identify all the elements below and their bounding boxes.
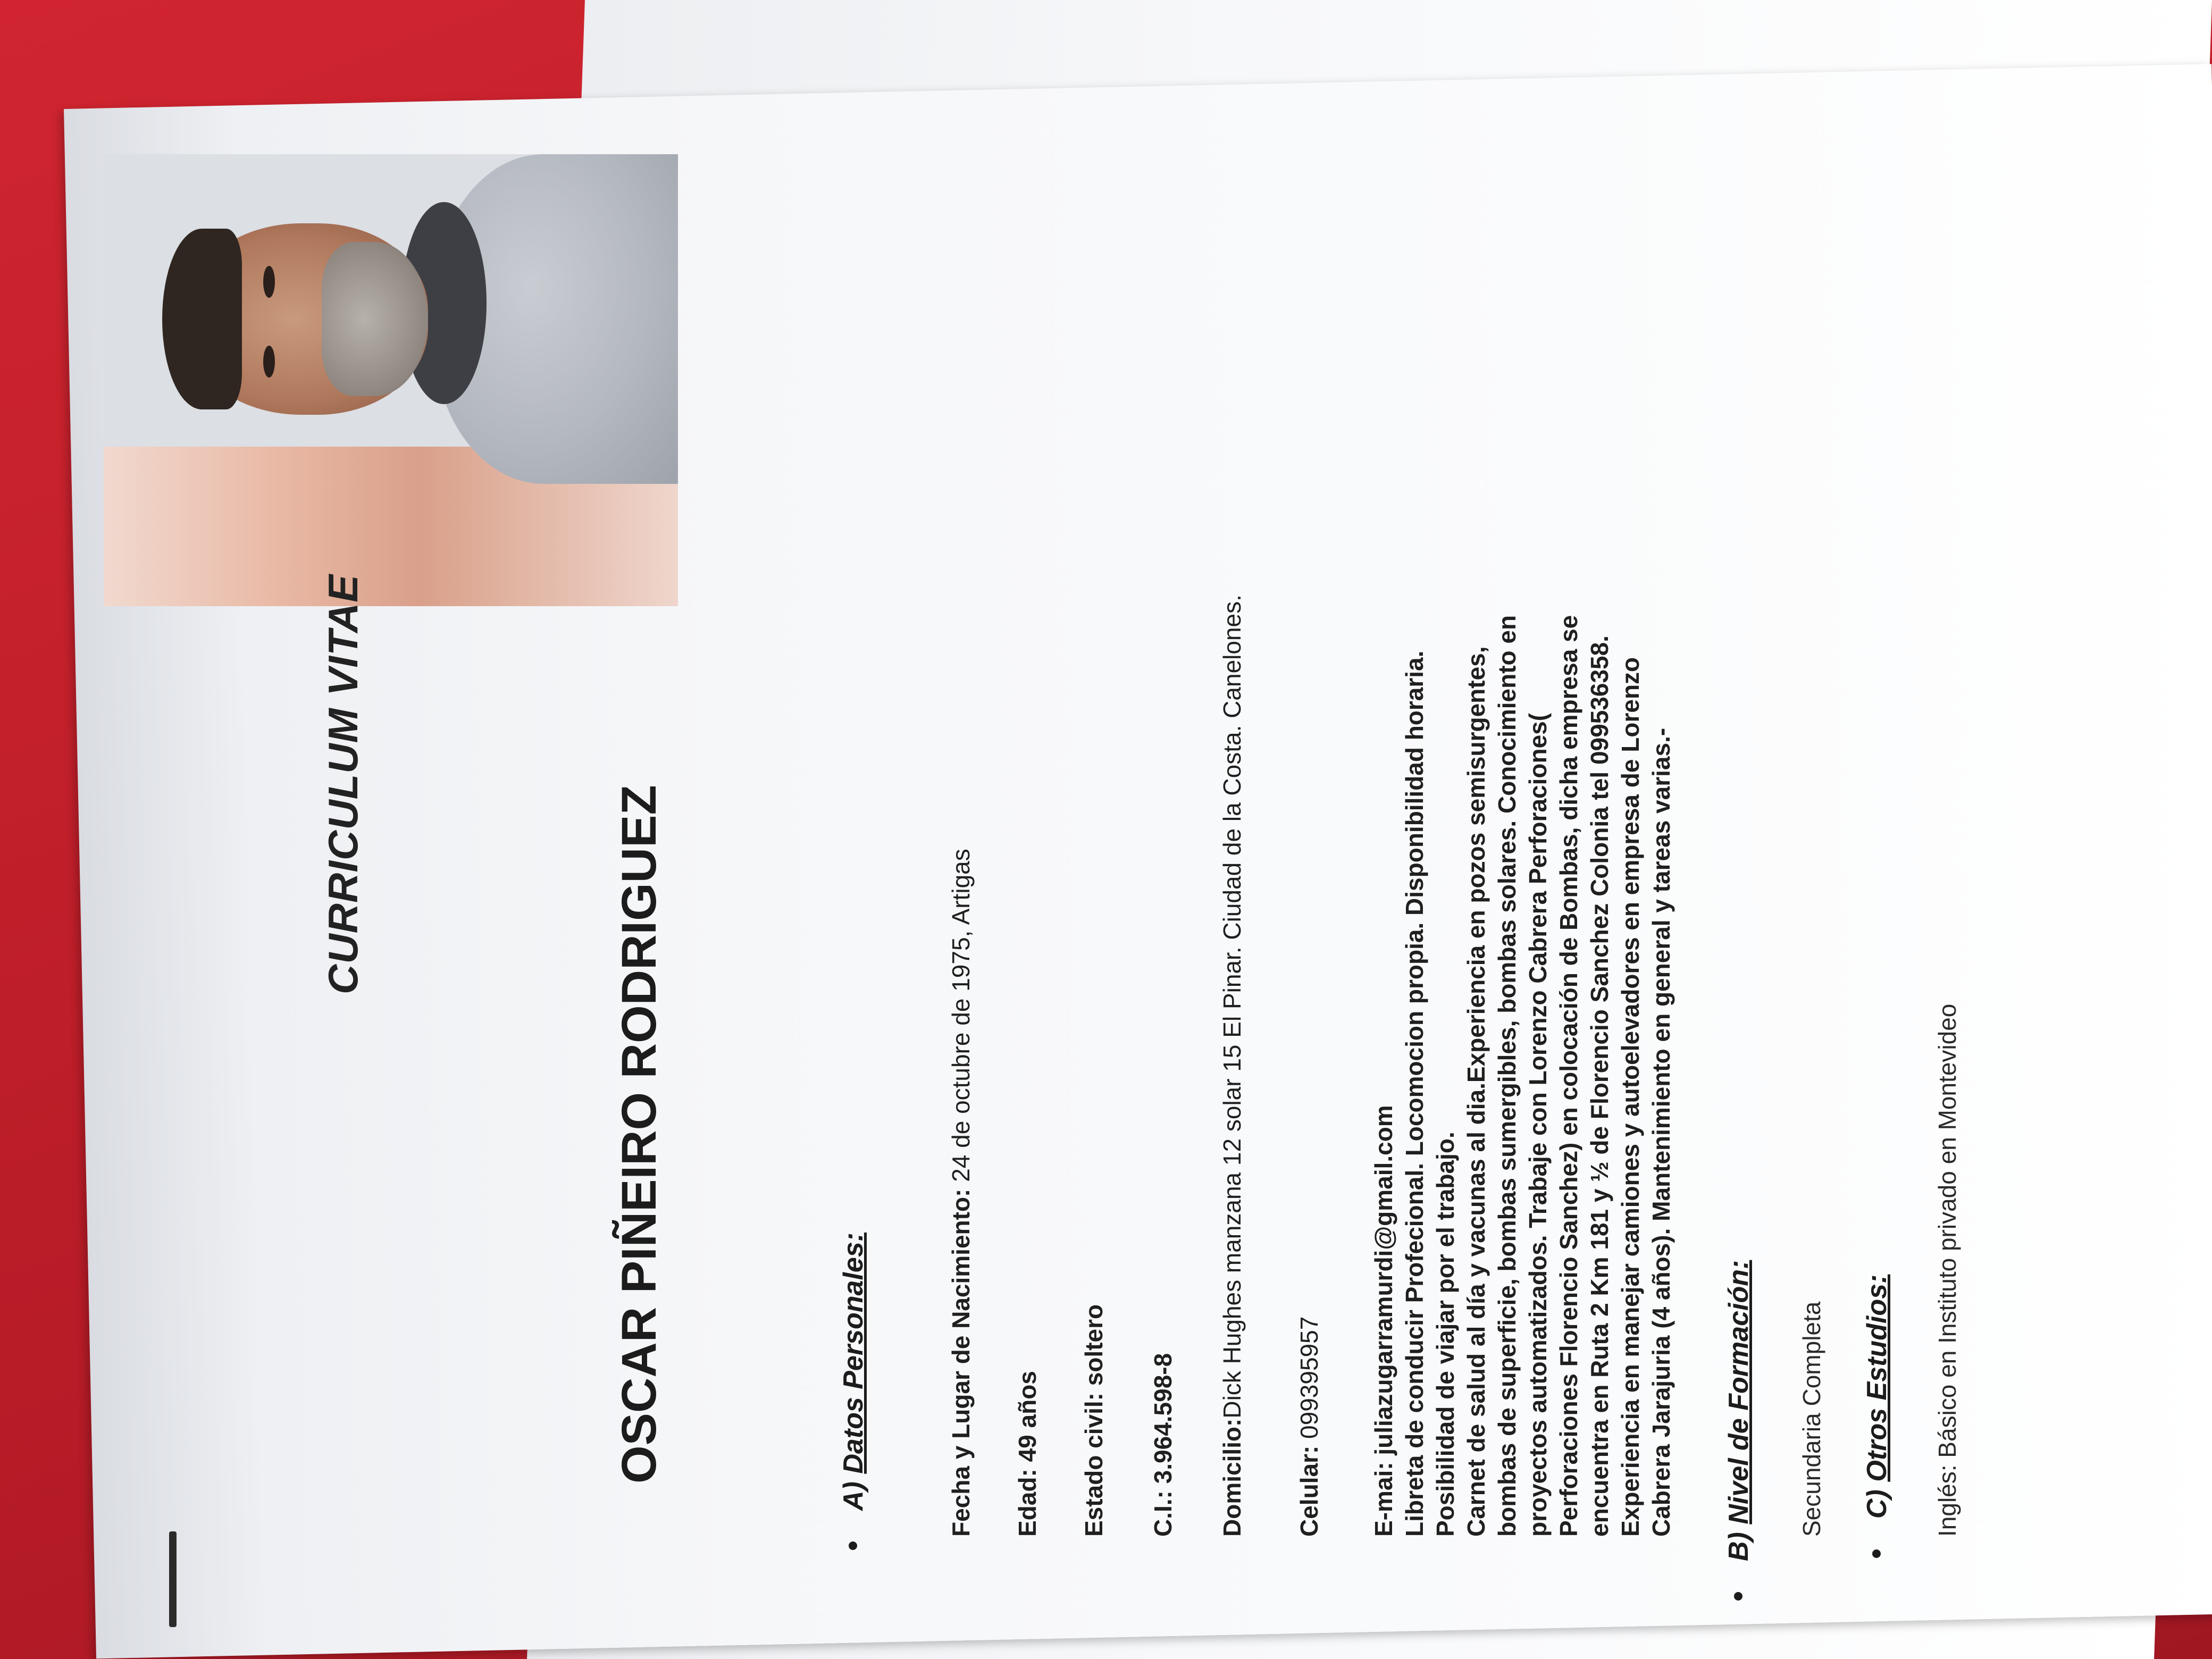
- bullet-icon: [849, 1541, 857, 1550]
- section-other-studies-heading: [1861, 1275, 1893, 1558]
- bullet-icon: [1734, 1592, 1742, 1601]
- section-title: Nivel de Formación:: [1723, 1260, 1754, 1524]
- birth-info: [946, 849, 975, 1537]
- training-value: Secundaria Completa: [1798, 1301, 1825, 1537]
- phone: [1295, 1317, 1323, 1537]
- detail-line: E-mai: juliazugarramurdi@gmail.com: [1370, 1105, 1397, 1537]
- cv-document: [0, 133, 1967, 1622]
- document-title: CURRICULUM VITAE: [320, 574, 366, 994]
- address-value: Dick Hughes manzana 12 solar 15 El Pinar. Ciudad de la Costa. Canelones.: [1218, 594, 1246, 1419]
- detail-line: Cabrera Jarajuria (4 años). Mantenimiento en general y tareas varias.-: [1647, 727, 1675, 1537]
- address: [1218, 594, 1246, 1537]
- address-label: Domicilio:: [1218, 1418, 1246, 1537]
- section-prefix: C): [1862, 1489, 1892, 1519]
- birth-value: 24 de octubre de 1975, Artigas: [947, 849, 975, 1189]
- civil-status: Estado civil: soltero: [1080, 1304, 1108, 1537]
- section-prefix: A): [838, 1481, 869, 1511]
- detail-line: proyectos automatizados. Trabaje con Lorenzo Cabrera Perforaciones(: [1524, 713, 1552, 1537]
- id-number: C.I.: 3.964.598-8: [1149, 1353, 1177, 1537]
- phone-label: Celular:: [1295, 1445, 1323, 1537]
- detail-line: encuentra en Ruta 2 Km 181 y ½ de Florencio Sanchez Colonia tel 099536358.: [1586, 635, 1613, 1537]
- birth-label: Fecha y Lugar de Nacimiento:: [947, 1188, 975, 1537]
- section-title: Otros Estudios:: [1862, 1274, 1892, 1482]
- section-prefix: B): [1723, 1532, 1754, 1561]
- detail-line: Libreta de conducir Profecional. Locomocion propia. Disponibilidad horaria.: [1401, 650, 1428, 1537]
- other-studies-value: Inglés: Básico en Instituto privado en Montevideo: [1933, 1003, 1961, 1537]
- section-training-heading: [1723, 1260, 1755, 1601]
- detail-line: Posibilidad de viajar por el trabajo.: [1431, 1132, 1459, 1537]
- age: Edad: 49 años: [1013, 1371, 1041, 1537]
- profile-photo: [104, 154, 678, 606]
- detail-line: Perforaciones Florencio Sanchez) en colocación de Bombas, dicha empresa se: [1555, 615, 1582, 1537]
- detail-line: Experiencia en manejar camiones y autoelevadores en empresa de Lorenzo: [1616, 657, 1644, 1537]
- detail-line: Carnet de salud al día y vacunas al dia.Experiencia en pozos semisurgentes,: [1462, 646, 1490, 1537]
- section-title: Datos Personales:: [838, 1232, 869, 1474]
- bullet-icon: [1872, 1549, 1881, 1558]
- phone-value: 099395957: [1295, 1316, 1323, 1446]
- person-name: OSCAR PIÑEIRO RODRIGUEZ: [612, 785, 666, 1484]
- detail-line: bombas de superficie, bombas sumergibles, bombas solares. Conocimiento en: [1493, 615, 1521, 1537]
- section-personal-heading: [837, 1233, 869, 1550]
